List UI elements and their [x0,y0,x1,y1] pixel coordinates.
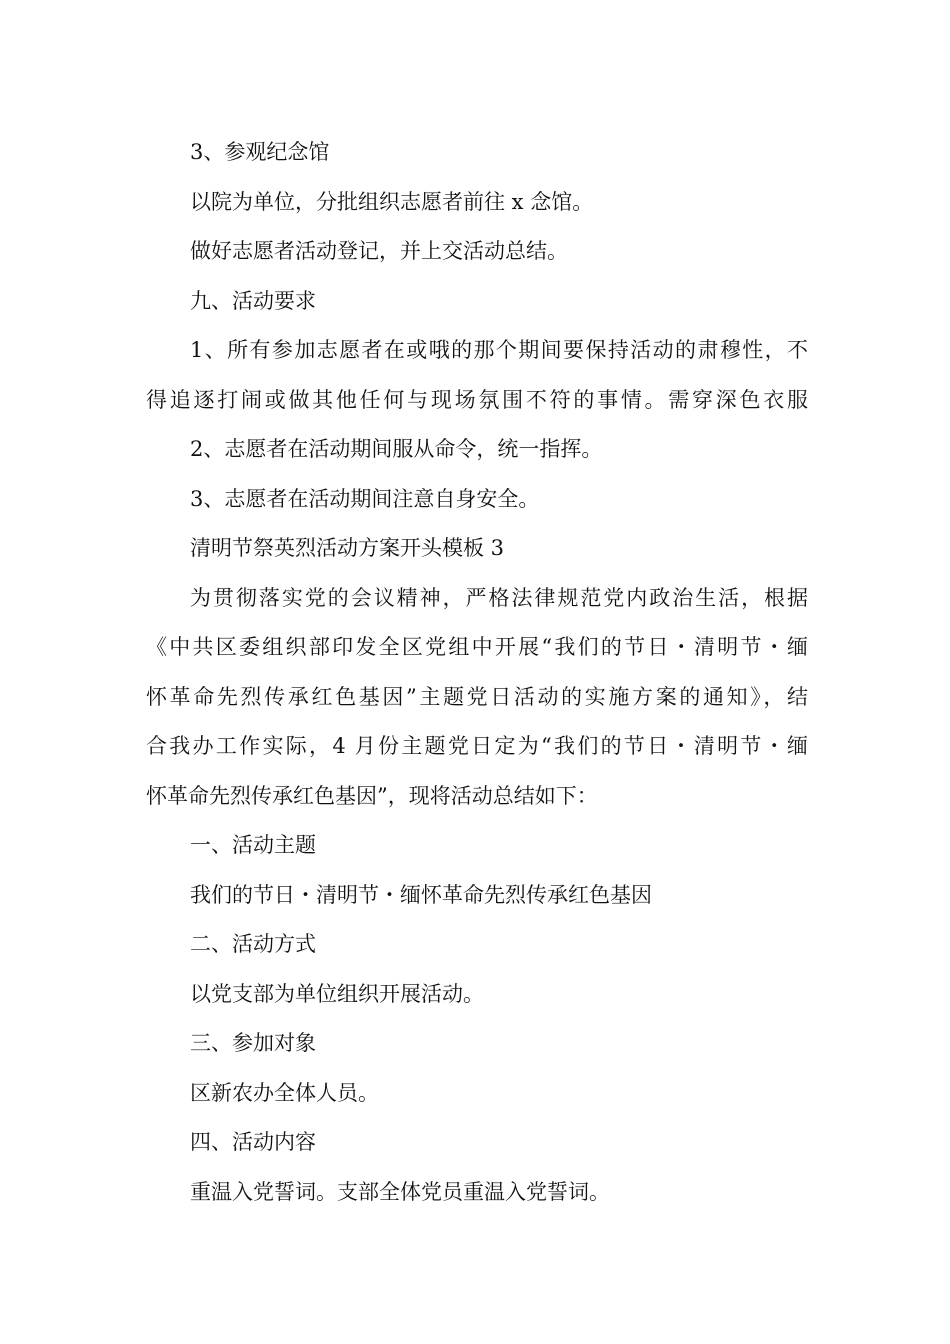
paragraph-line: 重温入党誓词。支部全体党员重温入党誓词。 [190,1179,610,1204]
paragraph-line: 得追逐打闹或做其他任何与现场氛围不符的事情。需穿深色衣服 [146,387,808,412]
section-heading-method: 二、活动方式 [190,932,316,956]
template-title: 清明节祭英烈活动方案开头模板 3 [190,536,505,560]
paragraph-line: 3、志愿者在活动期间注意自身安全。 [190,486,540,511]
paragraph-line: 区新农办全体人员。 [190,1080,379,1105]
subheading-visit-memorial: 3、参观纪念馆 [190,140,330,164]
section-heading-theme: 一、活动主题 [190,833,316,857]
paragraph-line: 以党支部为单位组织开展活动。 [190,981,484,1006]
section-heading-content: 四、活动内容 [190,1130,316,1154]
paragraph-line: 2、志愿者在活动期间服从命令，统一指挥。 [190,437,603,461]
section-heading-participants: 三、参加对象 [190,1031,316,1055]
paragraph-line: 《中共区委组织部印发全区党组中开展“我们的节日・清明节・缅 [146,635,808,659]
paragraph-line: 我们的节日・清明节・缅怀革命先烈传承红色基因 [190,882,652,907]
paragraph-line: 1、所有参加志愿者在或哦的那个期间要保持活动的肃穆性，不 [190,338,808,362]
paragraph-line: 怀革命先烈传承红色基因”，现将活动总结如下： [146,783,598,808]
document-body [146,128,808,1217]
paragraph-line: 怀革命先烈传承红色基因”主题党日活动的实施方案的通知》，结 [146,684,808,709]
paragraph-line: 以院为单位，分批组织志愿者前往 x 念馆。 [190,189,594,214]
paragraph-line: 为贯彻落实党的会议精神，严格法律规范党内政治生活，根据 [190,585,808,610]
paragraph-line: 合我办工作实际，4 月份主题党日定为“我们的节日・清明节・缅 [146,734,808,758]
paragraph-line: 做好志愿者活动登记，并上交活动总结。 [190,239,568,263]
section-heading-requirements: 九、活动要求 [190,288,316,313]
